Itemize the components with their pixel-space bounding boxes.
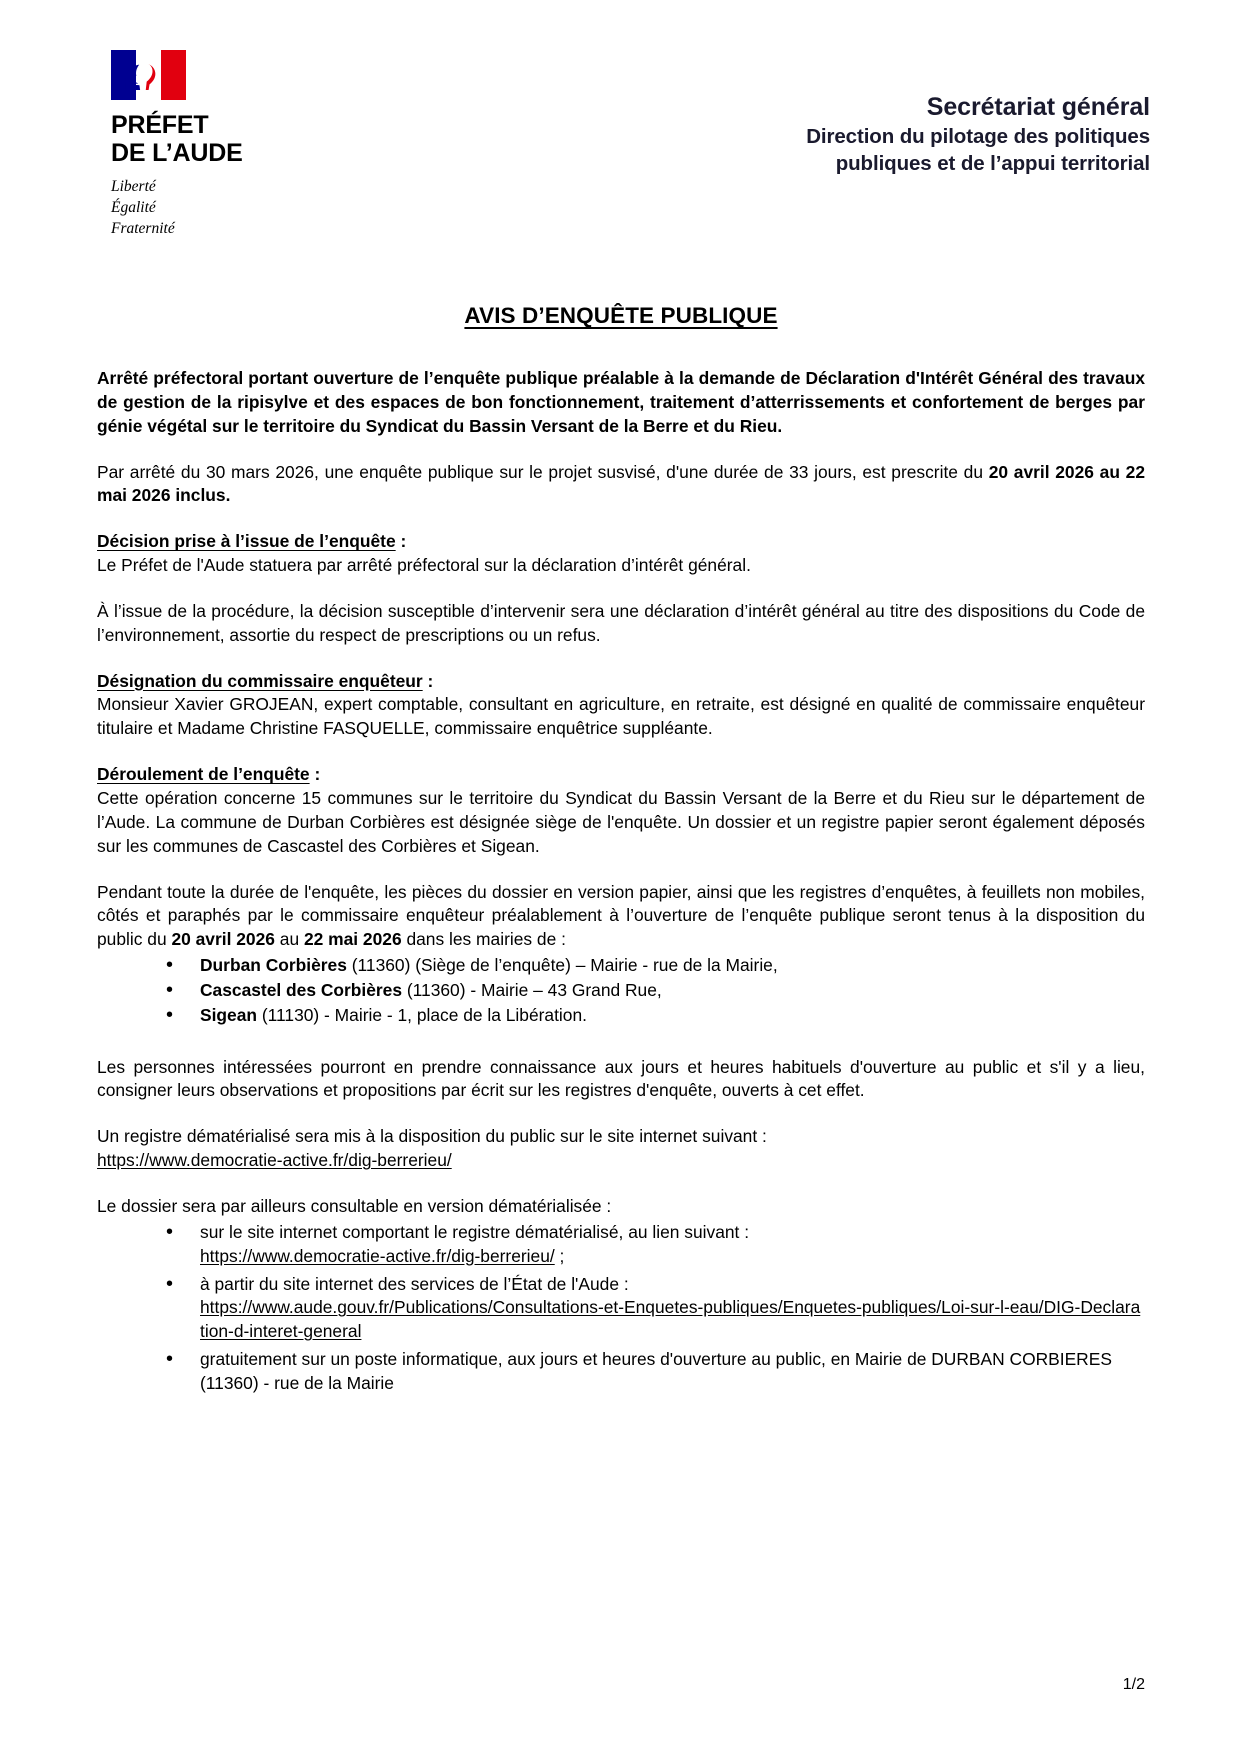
decision-body-2: À l’issue de la procédure, la décision susceptible d’intervenir sera une déclaration d’intérêt général au titre des dispositions du Code de l’environnement, assortie du respect de prescriptions ou un refus.	[97, 600, 1145, 645]
dossier-item-text: à partir du site internet des services de l’État de l'Aude :	[200, 1273, 629, 1294]
list-item	[152, 1273, 1145, 1345]
intro-paragraph: Arrêté préfectoral portant ouverture de l’enquête publique préalable à la demande de Déclaration d'Intérêt Général des travaux de gestion de la ripisylve et des espaces de bon fonctionnement, traitement d’atterrissements et confortement de berges par génie végétal sur le territoire du Syndicat du Bassin Versant de la Berre et du Rieu.	[97, 368, 1145, 436]
service-subtitle-line1: Direction du pilotage des politiques	[806, 124, 1150, 148]
motto-liberte: Liberté	[111, 178, 156, 195]
page-number: 1/2	[1122, 1676, 1145, 1693]
deroulement-text-a: Pendant toute la durée de l'enquête, les pièces du dossier en version papier, ainsi que les registres d’enquêtes, à feuillets non mobiles, côtés et paraphés par le commissaire enquêteur préalablement à l’ouverture de l’enquête publique seront tenus à la disposition du public du	[97, 881, 1145, 950]
prefecture-name	[111, 111, 395, 167]
deroulement-body-3: Les personnes intéressées pourront en prendre connaissance aux jours et heures habituels d'ouverture au public et s'il y a lieu, consigner leurs observations et propositions par écrit sur les registres d'enquête, ouverts à cet effet.	[97, 1056, 1145, 1101]
heading-designation-text: Désignation du commissaire enquêteur	[97, 670, 423, 691]
mairie-detail: (11360) - Mairie – 43 Grand Rue,	[402, 979, 662, 1000]
deroulement-date-end: 22 mai 2026	[303, 929, 402, 950]
mairie-detail: (11130) - Mairie - 1, place de la Libération.	[257, 1004, 587, 1025]
arrete-dates: 20 avril 2026 au 22 mai 2026 inclus.	[97, 461, 1145, 506]
french-flag-logo-icon	[111, 50, 186, 100]
registre-intro: Un registre dématérialisé sera mis à la disposition du public sur le site internet suivant :	[97, 1126, 767, 1147]
mairie-detail: (11360) (Siège de l’enquête) – Mairie - rue de la Mairie,	[346, 955, 778, 976]
dossier-item-text: gratuitement sur un poste informatique, aux jours et heures d'ouverture au public, en Mairie de DURBAN CORBIERES (11360) - rue de la Mairie	[200, 1349, 1112, 1393]
prefecture-name-line1: PRÉFET	[111, 111, 209, 139]
dossier-item-url-link[interactable]: https://www.democratie-active.fr/dig-berrerieu/	[200, 1245, 555, 1266]
decision-body: Le Préfet de l'Aude statuera par arrêté préfectoral sur la déclaration d’intérêt général.	[97, 555, 751, 576]
document-body	[0, 301, 1240, 1396]
mairie-name: Durban Corbières	[200, 955, 347, 976]
dossier-item-url-line	[200, 1245, 1145, 1269]
dossier-list	[97, 1221, 1145, 1396]
list-item	[152, 954, 1145, 978]
list-item	[152, 1221, 1145, 1269]
page-title	[97, 301, 1145, 332]
heading-decision-colon: :	[395, 531, 407, 552]
list-item	[152, 1004, 1145, 1028]
heading-decision-text: Décision prise à l’issue de l’enquête	[97, 531, 396, 552]
page-title-text: AVIS D’ENQUÊTE PUBLIQUE	[464, 303, 778, 329]
flag-red-band	[161, 50, 186, 100]
mairies-list	[97, 954, 1145, 1028]
page-header	[0, 0, 1240, 239]
service-subtitle-line2: publiques et de l’appui territorial	[835, 151, 1150, 175]
heading-designation	[97, 670, 1145, 694]
flag-white-band	[136, 50, 161, 100]
designation-body: Monsieur Xavier GROJEAN, expert comptable, consultant en agriculture, en retraite, est désigné en qualité de commissaire enquêteur titulaire et Madame Christine FASQUELLE, commissaire enquêtrice suppléante.	[97, 694, 1145, 739]
marianne-icon	[123, 59, 161, 91]
dossier-item-text: sur le site internet comportant le registre dématérialisé, au lien suivant :	[200, 1221, 750, 1242]
prefecture-branding	[95, 50, 395, 239]
list-item	[152, 979, 1145, 1003]
dossier-item-suffix: ;	[554, 1245, 565, 1266]
service-department-block	[806, 50, 1150, 177]
heading-decision	[97, 530, 1145, 554]
dossier-item-url-link[interactable]: https://www.aude.gouv.fr/Publications/Consultations-et-Enquetes-publiques/Enquetes-publiques/Loi-sur-l-eau/DIG-Declaration-d-interet-general	[200, 1297, 1141, 1342]
motto-egalite: Égalité	[111, 199, 156, 217]
dossier-item-url-line	[200, 1296, 1145, 1344]
mairie-name: Sigean	[200, 1004, 258, 1025]
deroulement-date-start: 20 avril 2026	[171, 929, 275, 950]
deroulement-text-c: dans les mairies de :	[401, 929, 566, 950]
registre-url-line	[97, 1149, 1145, 1173]
heading-deroulement-text: Déroulement de l’enquête	[97, 764, 310, 785]
prefecture-name-line2: DE L’AUDE	[111, 139, 243, 167]
arrete-paragraph	[97, 461, 1145, 509]
dossier-intro: Le dossier sera par ailleurs consultable en version dématérialisée :	[97, 1195, 612, 1216]
republic-motto	[111, 176, 395, 239]
motto-fraternite: Fraternité	[111, 220, 175, 238]
deroulement-body-2	[97, 881, 1145, 953]
mairie-name: Cascastel des Corbières	[200, 979, 403, 1000]
arrete-text: Par arrêté du 30 mars 2026, une enquête publique sur le projet susvisé, d'une durée de 33 jours, est prescrite du	[97, 461, 989, 482]
deroulement-text-b: au	[274, 929, 304, 950]
heading-designation-colon: :	[422, 670, 434, 691]
deroulement-body: Cette opération concerne 15 communes sur le territoire du Syndicat du Bassin Versant de la Berre et du Rieu sur le département de l’Aude. La commune de Durban Corbières est désignée siège de l'enquête. Un dossier et un registre papier seront également déposés sur les communes de Cascastel des Corbières et Sigean.	[97, 788, 1145, 856]
registre-url-link[interactable]: https://www.democratie-active.fr/dig-berrerieu/	[97, 1150, 452, 1171]
list-item	[152, 1348, 1145, 1396]
service-title: Secrétariat général	[926, 93, 1150, 121]
heading-deroulement	[97, 763, 1145, 787]
heading-deroulement-colon: :	[309, 764, 321, 785]
